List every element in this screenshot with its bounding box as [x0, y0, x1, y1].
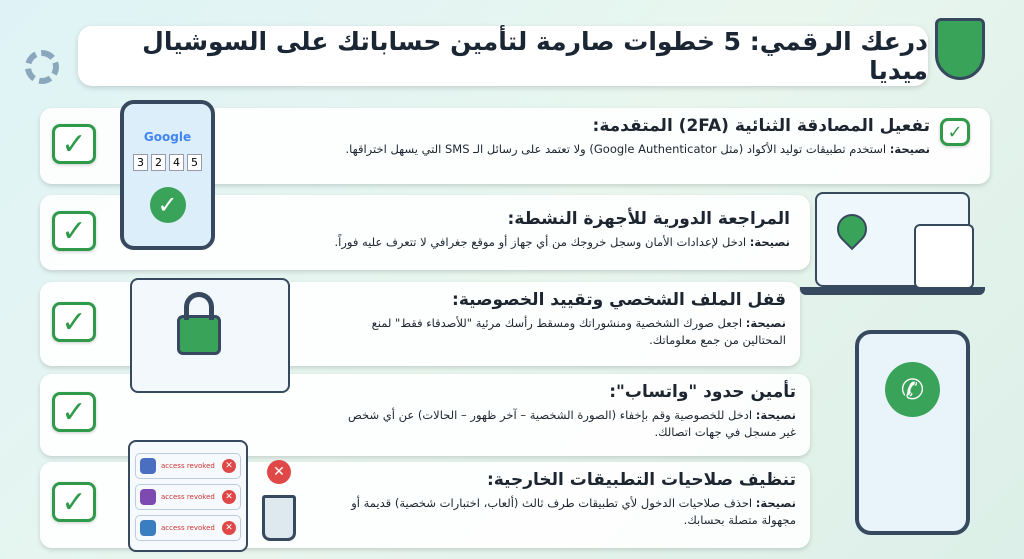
check-icon: ✓ [52, 124, 96, 164]
check-icon: ✓ [52, 482, 96, 522]
step-tip: نصيحة: استخدم تطبيقات توليد الأكواد (مثل Google Authenticator) ولا تعتمد على رسائل الـ SMS التي يسهل اختراقها. [345, 142, 930, 156]
location-pin-icon [831, 208, 873, 250]
revoked-app-row: access revoked ✕ [135, 484, 241, 510]
revoked-apps-window [128, 440, 248, 552]
whatsapp-phone-illustration [855, 330, 970, 535]
step-tip: نصيحة: ادخل للخصوصية وقم بإخفاء (الصورة الشخصية – آخر ظهور – الحالات) عن أي شخص غير مسجل في جهات اتصالك. [347, 408, 796, 439]
title-text: درعك الرقمي: 5 خطوات صارمة لتأمين حساباتك على السوشيال ميديا [142, 27, 928, 85]
delete-x-icon: ✕ [267, 460, 291, 484]
remove-icon[interactable]: ✕ [222, 490, 236, 504]
lock-icon [177, 315, 221, 355]
code-digits: 3 2 4 5 [124, 154, 211, 171]
check-icon: ✓ [52, 302, 96, 342]
authenticator-phone-illustration [120, 100, 215, 250]
step-tip: نصيحة: اجعل صورك الشخصية ومنشوراتك ومسقط رأسك مرئية "للأصدقاء فقط" لمنع المحتالين من جمع معلوماتك. [371, 316, 786, 347]
revoked-app-row: access revoked ✕ [135, 453, 241, 479]
title-checkbox-icon: ✓ [940, 118, 970, 146]
revoked-app-row: access revoked ✕ [135, 515, 241, 541]
page-title [78, 26, 928, 86]
step-title: المراجعة الدورية للأجهزة النشطة: [507, 209, 790, 229]
privacy-profile-illustration [130, 278, 290, 393]
step-tip: نصيحة: احذف صلاحيات الدخول لأي تطبيقات طرف ثالث (ألعاب، اختبارات شخصية) قديمة أو مجهولة متصلة بحسابك. [351, 496, 796, 527]
step-title: قفل الملف الشخصي وتقييد الخصوصية: [452, 290, 786, 310]
step-tip: نصيحة: ادخل لإعدادات الأمان وسجل خروجك من أي جهاز أو موقع جغرافي لا تتعرف عليه فوراً. [334, 235, 790, 249]
whatsapp-icon: ✆ [885, 362, 940, 417]
google-logo: Google [143, 130, 192, 144]
shield-icon [935, 18, 985, 80]
check-icon: ✓ [52, 392, 96, 432]
gear-icon [25, 50, 59, 84]
remove-icon[interactable]: ✕ [222, 459, 236, 473]
step-title: تنظيف صلاحيات التطبيقات الخارجية: [486, 470, 796, 490]
check-icon: ✓ [52, 211, 96, 251]
trash-icon [262, 495, 296, 541]
check-circle-icon: ✓ [150, 187, 186, 223]
step-title: تفعيل المصادقة الثنائية (2FA) المتقدمة: [592, 116, 930, 136]
step-title: تأمين حدود "واتساب": [609, 382, 796, 402]
remove-icon[interactable]: ✕ [222, 521, 236, 535]
laptop-devices-illustration [815, 192, 970, 287]
